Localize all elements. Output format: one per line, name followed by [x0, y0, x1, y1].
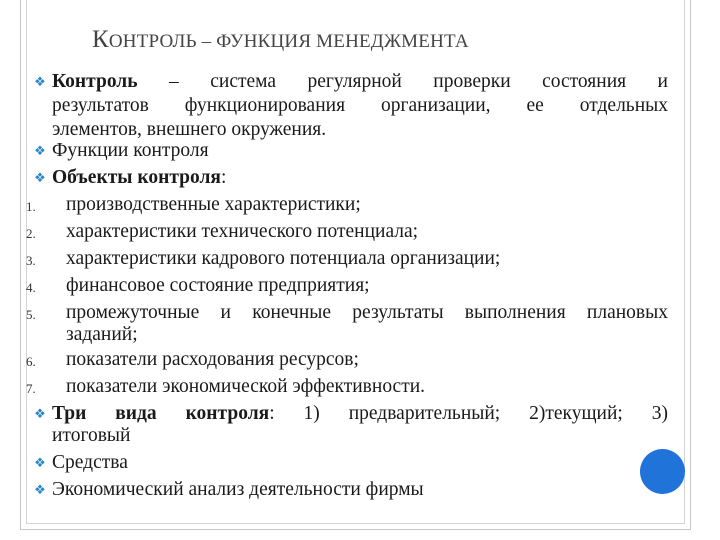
analysis-text: Экономический анализ деятельности фирмы [52, 479, 424, 500]
item-number: 6. [26, 354, 36, 369]
item-text: производственные характеристики; [66, 194, 361, 215]
objects-term: Объекты контроля [52, 167, 221, 188]
three-types-line1: Три вида контроля: 1) предварительный; 2)текущий; 3) [52, 403, 668, 424]
control-definition-line3: элементов, внешнего окружения. [52, 119, 327, 140]
item-text: показатели экономической эффективности. [66, 376, 426, 397]
functions-text: Функции контроля [52, 140, 209, 161]
title-rest: ОНТРОЛЬ – ФУНКЦИЯ МЕНЕДЖМЕНТА [108, 31, 469, 52]
diamond-bullet-icon: ❖ [34, 170, 46, 185]
title-first-letter: К [92, 26, 109, 53]
item-text: характеристики кадрового потенциала организации; [66, 248, 501, 269]
three-types-term: Три вида контроля [52, 403, 270, 424]
control-term: Контроль [52, 71, 138, 92]
diamond-bullet-icon: ❖ [34, 482, 46, 497]
three-types-line2: итоговый [52, 425, 131, 446]
item-text: промежуточные и конечные результаты выполнения плановых [66, 302, 668, 323]
item-number: 4. [26, 280, 36, 295]
item-number: 7. [26, 381, 36, 396]
diamond-bullet-icon: ❖ [34, 74, 46, 89]
diamond-bullet-icon: ❖ [34, 455, 46, 470]
objects-text: Объекты контроля: [52, 167, 227, 188]
item-text: характеристики технического потенциала; [66, 221, 419, 242]
control-definition-line2: результатов функционирования организации, ее отдельных [52, 95, 668, 116]
item-text: показатели расходования ресурсов; [66, 349, 359, 370]
diamond-bullet-icon: ❖ [34, 406, 46, 421]
item-number: 3. [26, 253, 36, 268]
means-text: Средства [52, 452, 128, 473]
decorative-blue-circle [640, 449, 685, 494]
diamond-bullet-icon: ❖ [34, 143, 46, 158]
item-number: 5. [26, 307, 36, 322]
item-number: 1. [26, 199, 36, 214]
item-text: финансовое состояние предприятия; [66, 275, 370, 296]
item-text-continued: заданий; [66, 324, 138, 345]
control-definition-line1: Контроль – система регулярной проверки состояния и [52, 71, 668, 92]
slide-title [92, 26, 469, 54]
item-number: 2. [26, 226, 36, 241]
